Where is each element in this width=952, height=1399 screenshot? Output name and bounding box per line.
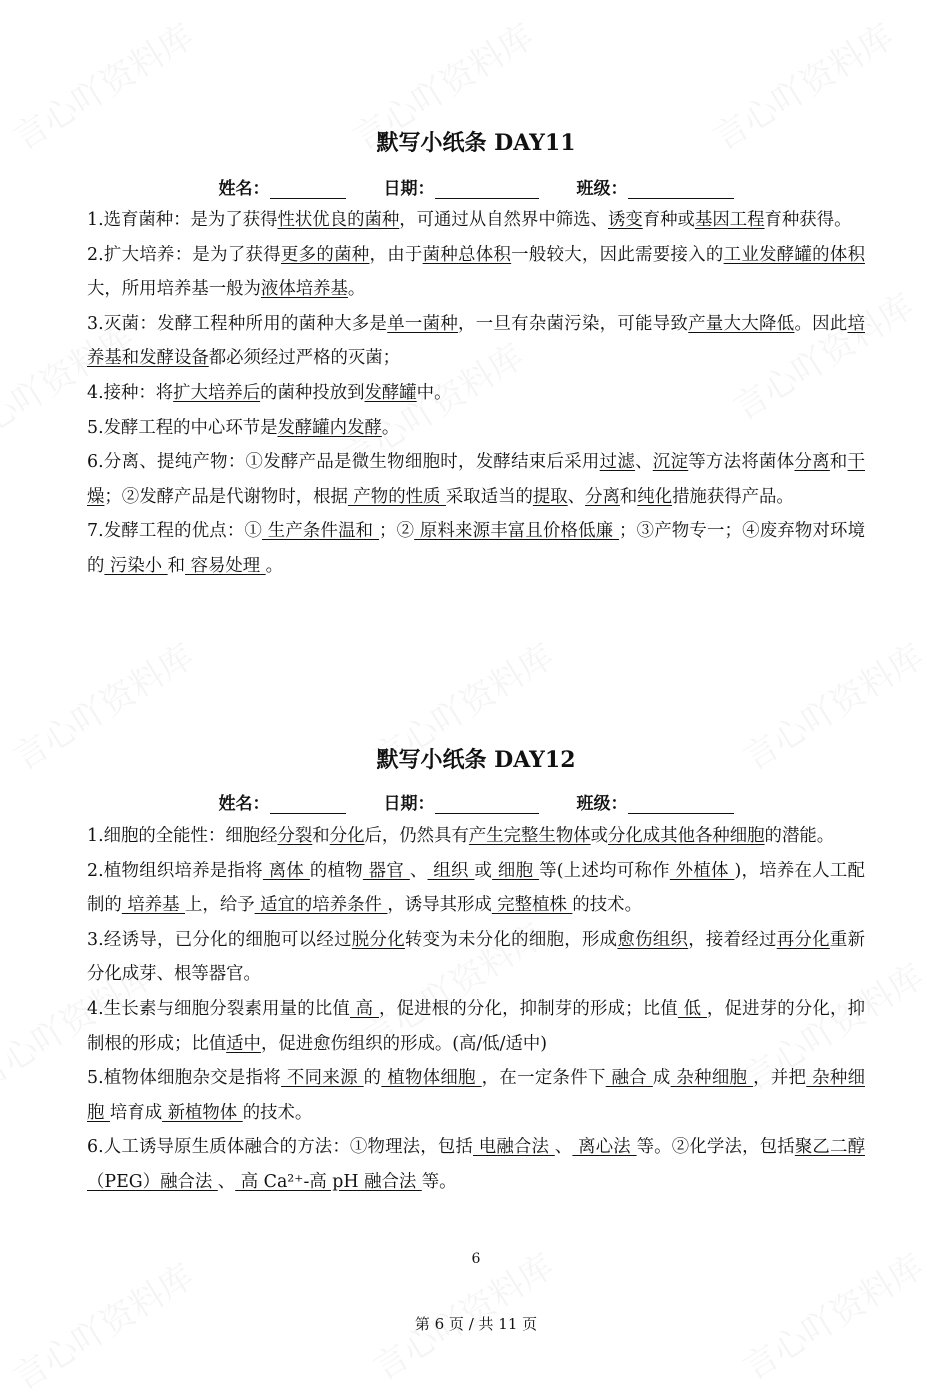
question-item <box>87 238 865 307</box>
date-blank[interactable] <box>435 180 539 199</box>
question-item <box>87 923 865 992</box>
answer-blank: 产物的性质 <box>347 486 446 507</box>
answer-blank: 提取 <box>532 486 568 507</box>
question-text: 或 <box>590 826 609 846</box>
question-text: 的植物 <box>309 860 363 881</box>
answer-blank: 培养基 <box>121 895 186 916</box>
question-text: 培育成 <box>109 1102 163 1123</box>
answer-blank: 纯化 <box>637 486 673 507</box>
question-item <box>87 1130 865 1199</box>
answer-blank: 杂种细胞 <box>670 1068 754 1089</box>
question-text: 育种获得。 <box>764 210 852 230</box>
question-text: 的技术。 <box>572 895 642 916</box>
name-label: 姓名： <box>218 179 270 199</box>
question-text: ，由于 <box>369 244 423 265</box>
question-text: 2.植物组织培养是指将 <box>87 860 263 881</box>
answer-blank: 脱分化 <box>351 929 405 950</box>
question-text: 3.灭菌：发酵工程种所用的菌种大多是 <box>87 313 388 334</box>
question-text: 和 <box>829 452 848 473</box>
question-text: ；③产物专一；④废弃物对环境的 <box>87 521 866 576</box>
answer-blank: 单一菌种 <box>387 313 459 334</box>
question-text: 4.生长素与细胞分裂素用量的比值 <box>87 998 350 1019</box>
answer-blank: 液体培养基 <box>260 279 348 300</box>
question-text: 。 <box>381 417 400 438</box>
answer-blank: 容易处理 <box>185 555 266 576</box>
question-text: 和 <box>167 555 186 576</box>
question-text: 1.选育菌种：是为了获得 <box>87 210 278 230</box>
question-text: ，促进愈伤组织的形成。(高/低/适中) <box>260 1033 548 1054</box>
name-blank[interactable] <box>270 180 346 199</box>
answer-blank: 菌种总体积 <box>422 244 512 265</box>
answer-blank: 适宜的培养条件 <box>254 895 388 916</box>
class-label: 班级： <box>576 179 628 199</box>
class-field[interactable] <box>577 174 734 199</box>
class-field[interactable] <box>577 789 734 814</box>
question-text: 一般较大，因此需要接入的 <box>511 244 724 265</box>
question-text: 3.经诱导，已分化的细胞可以经过 <box>87 929 352 950</box>
question-text: 的 <box>363 1068 382 1089</box>
question-text: ，诱导其形成 <box>387 895 492 916</box>
question-text: 2.扩大培养：是为了获得 <box>87 244 281 265</box>
answer-blank: 基因工程 <box>694 210 765 230</box>
answer-blank: 低 <box>677 998 707 1019</box>
question-item <box>87 819 865 854</box>
answer-blank: 外植体 <box>669 860 735 881</box>
question-text: 措施获得产品。 <box>672 486 794 507</box>
question-text: 。 <box>347 279 366 300</box>
question-item <box>87 854 865 923</box>
answer-blank: 高 Ca²⁺-高 pH 融合法 <box>235 1171 422 1192</box>
answer-blank: 组织 <box>427 860 475 881</box>
answer-blank: 高 <box>349 998 379 1019</box>
answer-blank: 工业发酵罐的体积 <box>723 244 865 265</box>
answer-blank: 分化 <box>329 826 365 846</box>
day12-header <box>0 789 952 814</box>
question-text: 。因此 <box>794 313 848 334</box>
answer-blank: 离心法 <box>572 1137 637 1158</box>
question-text: ，促进芽的分化，抑制根的形成；比值 <box>87 998 865 1054</box>
answer-blank: 细胞 <box>492 860 540 881</box>
page-number: 6 <box>471 1251 481 1267</box>
date-field[interactable] <box>384 789 539 814</box>
answer-blank: 愈伤组织 <box>617 929 689 950</box>
question-text: 6.分离、提纯产物：①发酵产品是微生物细胞时，发酵结束后采用 <box>87 452 600 473</box>
question-text: 中。 <box>416 382 452 403</box>
answer-blank: 产生完整生物体 <box>468 826 591 846</box>
day12-title: 默写小纸条 DAY12 <box>376 747 576 773</box>
question-text: 1.细胞的全能性：细胞经 <box>87 826 278 846</box>
answer-blank: 扩大培养后 <box>173 382 261 403</box>
question-text: 、 <box>554 1137 573 1158</box>
question-text: 成 <box>652 1068 671 1089</box>
question-text: 都必须经过严格的灭菌； <box>208 348 401 369</box>
question-text: 的潜能。 <box>764 826 835 846</box>
day11-title: 默写小纸条 DAY11 <box>376 130 576 156</box>
name-field[interactable] <box>219 174 346 199</box>
question-text: ；② <box>379 521 415 542</box>
question-text: 和 <box>619 486 638 507</box>
question-item <box>87 445 865 514</box>
answer-blank: 不同来源 <box>281 1068 364 1089</box>
page-footer: 第 6 页 / 共 11 页 <box>414 1315 538 1333</box>
question-text: 。 <box>265 555 284 576</box>
answer-blank: 新植物体 <box>162 1102 243 1123</box>
day11-header <box>0 174 952 199</box>
answer-blank: 再分化 <box>776 929 830 950</box>
answer-blank: 完整植株 <box>491 895 573 916</box>
name-blank[interactable] <box>270 795 346 814</box>
question-text: 7.发酵工程的优点：① <box>87 521 263 542</box>
answer-blank: 电融合法 <box>473 1137 555 1158</box>
date-blank[interactable] <box>435 795 539 814</box>
question-text: 、 <box>567 486 586 507</box>
question-text: 和 <box>312 826 330 846</box>
answer-blank: 污染小 <box>104 555 168 576</box>
answer-blank: 适中 <box>226 1033 261 1054</box>
answer-blank: 分裂 <box>277 826 313 846</box>
question-text: 或 <box>474 860 493 881</box>
date-label: 日期： <box>383 794 435 814</box>
question-item <box>87 411 865 446</box>
question-text: 、 <box>217 1171 236 1192</box>
question-item <box>87 376 865 411</box>
answer-blank: 离体 <box>262 860 310 881</box>
name-label: 姓名： <box>218 794 270 814</box>
question-text: 4.接种：将 <box>87 382 174 403</box>
question-item <box>87 1061 865 1130</box>
question-text: 转变为未分化的细胞，形成 <box>404 929 618 950</box>
answer-blank: 分化成其他各种细胞 <box>608 826 765 846</box>
answer-blank: 发酵罐 <box>364 382 417 403</box>
question-text: 大，所用培养基一般为 <box>87 279 261 300</box>
question-text: ，可通过从自然界中筛选、 <box>399 210 608 230</box>
answer-blank: 生产条件温和 <box>262 521 379 542</box>
answer-blank: 培养基和发酵设备 <box>87 313 865 369</box>
question-text: ，并把 <box>753 1068 807 1089</box>
question-text: 育种或 <box>642 210 695 230</box>
answer-blank: 更多的菌种 <box>280 244 370 265</box>
question-text: 等。 <box>421 1171 457 1192</box>
class-blank[interactable] <box>628 795 734 814</box>
answer-blank: 诱变 <box>607 210 643 230</box>
day12-items <box>87 819 865 1200</box>
class-blank[interactable] <box>628 180 734 199</box>
question-text: 等方法将菌体 <box>688 452 795 473</box>
question-text: ，在一定条件下 <box>481 1068 606 1089</box>
answer-blank: 发酵罐内发酵 <box>277 417 382 438</box>
question-text: 等(上述均可称作 <box>539 860 670 881</box>
class-label: 班级： <box>576 794 628 814</box>
answer-blank: 产量大大降低 <box>688 313 795 334</box>
question-text: 上，给予 <box>185 895 255 916</box>
question-item <box>87 514 865 583</box>
question-text: 、 <box>635 452 653 473</box>
question-item <box>87 307 865 376</box>
answer-blank: 杂种细胞 <box>87 1068 865 1123</box>
answer-blank: 干燥 <box>87 452 865 507</box>
answer-blank: 原料来源丰富且价格低廉 <box>414 521 620 542</box>
date-label: 日期： <box>383 179 435 199</box>
question-item <box>87 992 865 1061</box>
question-text: 5.发酵工程的中心环节是 <box>87 417 278 438</box>
question-text: 5.植物体细胞杂交是指将 <box>87 1068 282 1089</box>
question-text: 等。②化学法，包括 <box>636 1137 795 1158</box>
answer-blank: 融合 <box>605 1068 653 1089</box>
answer-blank: 器官 <box>362 860 410 881</box>
answer-blank: 过滤 <box>599 452 636 473</box>
question-text: ，促进根的分化，抑制芽的形成；比值 <box>378 998 678 1019</box>
question-item <box>87 203 865 238</box>
question-text: 的菌种投放到 <box>260 382 365 403</box>
answer-blank: 沉淀 <box>652 452 689 473</box>
answer-blank: 分离 <box>794 452 830 473</box>
question-text: 的技术。 <box>242 1102 313 1123</box>
question-text: 6.人工诱导原生质体融合的方法：①物理法，包括 <box>87 1137 474 1158</box>
question-text: )，培养在人工配制的 <box>87 860 865 916</box>
date-field[interactable] <box>384 174 539 199</box>
question-text: 后，仍然具有 <box>364 826 469 846</box>
answer-blank: 分离 <box>585 486 620 507</box>
name-field[interactable] <box>219 789 346 814</box>
question-text: ，一旦有杂菌污染，可能导致 <box>458 313 689 334</box>
question-text: 、 <box>409 860 428 881</box>
answer-blank: 植物体细胞 <box>381 1068 482 1089</box>
question-text: 采取适当的 <box>445 486 533 507</box>
question-text: 重新分化成芽、根等器官。 <box>87 929 865 985</box>
day11-items <box>87 203 865 584</box>
answer-blank: 性状优良的菌种 <box>277 210 400 230</box>
answer-blank: 聚乙二醇（PEG）融合法 <box>87 1137 865 1192</box>
question-text: ；②发酵产品是代谢物时，根据 <box>104 486 348 507</box>
question-text: ，接着经过 <box>688 929 777 950</box>
